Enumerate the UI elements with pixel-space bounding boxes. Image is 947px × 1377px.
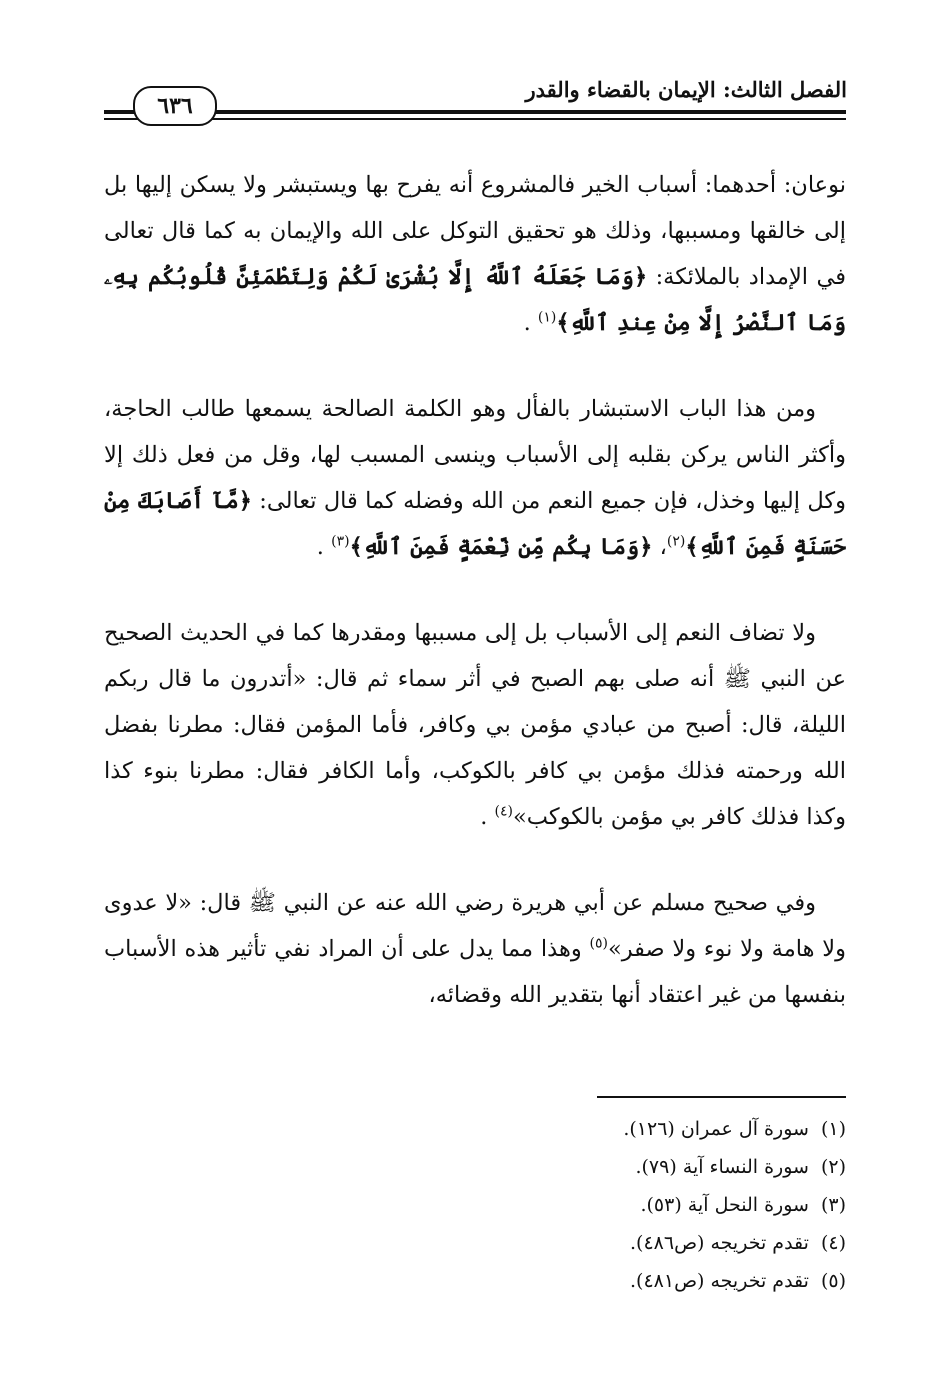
footnote-ref: (٣): [331, 533, 350, 550]
footnote-number: (٢): [820, 1156, 846, 1178]
paragraph-text: .: [316, 534, 332, 560]
footnote-ref: (٥): [589, 935, 608, 952]
paragraph-text: .: [523, 310, 538, 336]
footnotes: [446, 1110, 846, 1300]
footnote-text: تقدم تخريجه (ص٤٨٦).: [629, 1232, 809, 1254]
paragraph-text: وفي صحيح مسلم عن أبي هريرة رضي الله عنه عن النبي ﷺ قال: «لا عدوى ولا هامة ولا نوء ولا صفر»: [104, 890, 847, 962]
footnote-separator: [597, 1096, 846, 1098]
quran-verse: ﴿وَمَا بِكُم مِّن نِّعْمَةٍ فَمِنَ ٱللَّهِ﴾: [349, 534, 653, 560]
footnote: [446, 1148, 846, 1186]
footnote-number: (٣): [820, 1194, 846, 1216]
footnote-ref: (١): [537, 309, 557, 326]
quran-verse: ﴿وَمَا جَعَلَهُ ٱللَّهُ إِلَّا بُشْرَىٰ لَكُمْ وَلِتَطْمَئِنَّ قُلُوبُكُم بِهِۦ وَمَا ٱلنَّصْرُ إِلَّا مِنْ عِندِ ٱللَّهِ﴾: [104, 264, 846, 336]
footnote-ref: (٢): [666, 533, 686, 550]
footnote-text: سورة آل عمران (١٢٦).: [623, 1118, 809, 1140]
footnote-number: (٥): [820, 1270, 846, 1292]
footnote-number: (٤): [820, 1232, 846, 1254]
paragraph-text: نوعان: أحدهما: أسباب الخير فالمشروع أنه يفرح بها ويستبشر ولا يسكن إليها بل إلى خالقها ومسببها، وذلك هو تحقيق التوكل على الله والإيمان به كما قال تعالى في الإمداد بالملائكة:: [104, 172, 846, 290]
paragraph-2: [104, 386, 846, 570]
page-number: ٦٣٦: [133, 86, 217, 126]
footnote: [446, 1224, 846, 1262]
paragraph-3: [104, 610, 846, 840]
footnote-text: سورة النساء آية (٧٩).: [635, 1156, 809, 1178]
paragraph-text: .: [480, 804, 495, 830]
footnote-text: سورة النحل آية (٥٣).: [640, 1194, 809, 1216]
quran-verse: ﴿مَّآ أَصَابَكَ مِنْ حَسَنَةٍ فَمِنَ ٱللَّهِ﴾: [104, 488, 846, 560]
footnote-ref: (٤): [494, 803, 513, 820]
paragraph-1: [104, 162, 846, 346]
footnote-number: (١): [820, 1118, 846, 1140]
header-rule-thin: [104, 118, 846, 120]
chapter-title: الفصل الثالث: الإيمان بالقضاء والقدر: [525, 77, 847, 102]
paragraph-text: وهذا مما يدل على أن المراد نفي تأثير هذه الأسباب بنفسها من غير اعتقاد أنها بتقدير الله وقضائه،: [104, 936, 846, 1008]
paragraph-text: ومن هذا الباب الاستبشار بالفأل وهو الكلمة الصالحة يسمعها طالب الحاجة، وأكثر الناس يركن بقلبه إلى الأسباب وينسى المسبب لها، وقل من فعل ذلك إلا وكل إليها وخذل، فإن جميع النعم من الله وفضله كما قال تعالى:: [104, 396, 846, 514]
footnote-text: تقدم تخريجه (ص٤٨١).: [629, 1270, 809, 1292]
footnote: [446, 1110, 846, 1148]
paragraph-4: [104, 880, 846, 1018]
footnote: [446, 1186, 846, 1224]
footnote: [446, 1262, 846, 1300]
main-text: [104, 162, 846, 1058]
paragraph-text: ،: [652, 534, 667, 560]
paragraph-text: ولا تضاف النعم إلى الأسباب بل إلى مسببها ومقدرها كما في الحديث الصحيح عن النبي ﷺ أنه صلى بهم الصبح في أثر سماء ثم قال: «أتدرون ما قال ربكم الليلة، قال: أصبح من عبادي مؤمن بي وكافر، فأما المؤمن فقال: مطرنا بفضل الله ورحمته فذلك مؤمن بي كافر بالكوكب، وأما الكافر فقال: مطرنا بنوء كذا وكذا فذلك كافر بي مؤمن بالكوكب»: [104, 620, 846, 830]
